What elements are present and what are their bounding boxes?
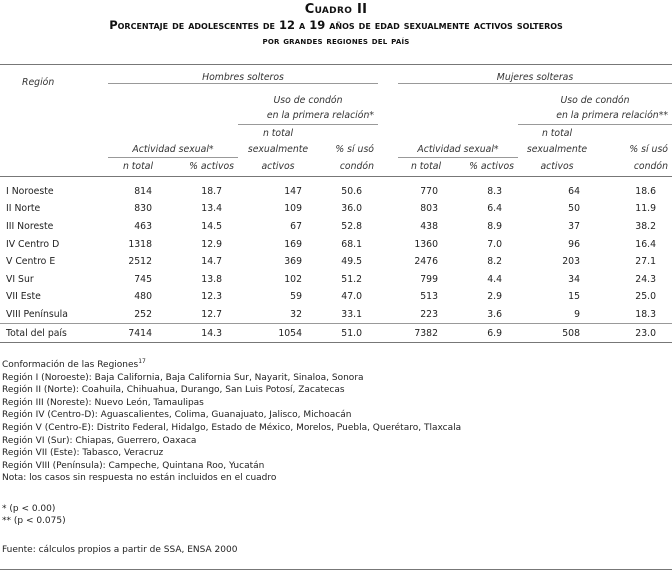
table-row: [0, 306, 672, 324]
source-note: Fuente: cálculos propios a partir de SSA, ENSA 2000: [2, 545, 238, 555]
bottom-rule: [0, 569, 672, 570]
header-activos-m: % activos: [469, 161, 514, 173]
cell-h-cond: 47.0: [341, 291, 362, 303]
header-actividad-m: Actividad sexual*: [398, 141, 518, 158]
cell-m-nsa: 37: [568, 220, 580, 232]
header-primera-rel-h: en la primera relación*: [238, 106, 378, 125]
cell-m-cond: 27.1: [635, 256, 656, 268]
note-line: Región II (Norte): Coahuila, Chihuahua, Durango, San Luis Potosí, Zacatecas: [2, 385, 345, 396]
note-line: Región VIII (Península): Campeche, Quintana Roo, Yucatán: [2, 460, 265, 471]
cell-m-cond: 38.2: [635, 220, 656, 232]
header-n-total-h: n total: [262, 127, 294, 139]
cell-h-cond: 51.0: [318, 324, 378, 343]
cell-h-cond: 36.0: [341, 203, 362, 215]
significance-footnotes: [2, 503, 66, 527]
cell-m-pct: 3.6: [487, 308, 502, 320]
cell-h-pct: 12.7: [201, 308, 222, 320]
header-ntotal-h: n total: [122, 161, 154, 173]
cell-m-pct: 8.9: [487, 220, 502, 232]
cell-h-nsa: 102: [284, 273, 302, 285]
cell-m-cond: 18.6: [635, 185, 656, 197]
region-cell: IV Centro D: [6, 238, 60, 250]
note-line: Región VII (Este): Tabasco, Veracruz: [2, 448, 164, 459]
table-row: [0, 176, 672, 200]
cell-h-n: 1318: [128, 238, 152, 250]
header-si-uso-h: % sí usó: [335, 143, 374, 155]
cell-m-cond: 11.9: [635, 203, 656, 215]
header-sexualmente-m: sexualmente: [526, 143, 588, 155]
header-n-total-m: n total: [541, 127, 573, 139]
region-cell: Total del país: [0, 324, 108, 343]
footnote-2: ** (p < 0.075): [2, 516, 66, 526]
region-cell: III Noreste: [6, 220, 54, 232]
cell-m-pct: 7.0: [487, 238, 502, 250]
header-hombres: Hombres solteros: [108, 65, 378, 84]
region-cell: VIII Península: [6, 308, 68, 320]
cell-h-nsa: 32: [290, 308, 302, 320]
cell-h-cond: 68.1: [341, 238, 362, 250]
cell-h-nsa: 147: [284, 185, 302, 197]
cell-m-nsa: 9: [574, 308, 580, 320]
cell-m-n: 799: [420, 273, 438, 285]
header-activos2-h: activos: [261, 161, 295, 172]
region-cell: II Norte: [6, 203, 41, 215]
cell-h-pct: 13.4: [201, 203, 222, 215]
cell-m-nsa: 50: [568, 203, 580, 215]
cell-h-cond: 52.8: [341, 220, 362, 232]
region-notes: [2, 356, 461, 485]
header-region: Región: [22, 77, 55, 88]
footnote-1: * (p < 0.00): [2, 504, 56, 514]
cell-h-cond: 49.5: [341, 256, 362, 268]
header-condon-m: condón: [633, 161, 668, 172]
header-uso-condon-m: Uso de condón: [560, 95, 630, 106]
cell-h-nsa: 67: [290, 220, 302, 232]
region-cell: VI Sur: [6, 273, 34, 285]
cell-m-cond: 24.3: [635, 273, 656, 285]
header-activos2-m: activos: [540, 161, 574, 172]
note-line: Región I (Noroeste): Baja California, Baja California Sur, Nayarit, Sinaloa, Sonora: [2, 372, 364, 383]
cell-h-n: 252: [134, 308, 152, 320]
table-row: [0, 235, 672, 253]
cell-h-n: 7414: [108, 324, 168, 343]
cell-m-cond: 23.0: [596, 324, 672, 343]
cell-m-n: 1360: [414, 238, 438, 250]
cell-m-n: 513: [420, 291, 438, 303]
cell-h-n: 814: [134, 185, 152, 197]
cell-m-cond: 16.4: [635, 238, 656, 250]
cell-h-pct: 14.7: [201, 256, 222, 268]
cell-h-nsa: 169: [284, 238, 302, 250]
cell-h-pct: 12.3: [201, 291, 222, 303]
header-uso-condon-h: Uso de condón: [273, 95, 343, 106]
header-sexualmente-h: sexualmente: [247, 143, 309, 155]
table-number: Cuadro II: [304, 2, 368, 17]
note-line: Región VI (Sur): Chiapas, Guerrero, Oaxaca: [2, 435, 197, 446]
cell-m-n: 7382: [398, 324, 454, 343]
cell-h-pct: 12.9: [201, 238, 222, 250]
header-primera-rel-m: en la primera relación**: [518, 106, 672, 125]
note-line: Región IV (Centro-D): Aguascalientes, Colima, Guanajuato, Jalisco, Michoacán: [2, 410, 352, 421]
cell-m-cond: 25.0: [635, 291, 656, 303]
cell-m-pct: 2.9: [487, 291, 502, 303]
cell-h-n: 480: [134, 291, 152, 303]
header-ntotal-m: n total: [410, 161, 442, 173]
cell-m-pct: 6.4: [487, 203, 502, 215]
table-row: [0, 200, 672, 218]
notes-heading: Conformación de las Regiones$^{17}$: [2, 358, 146, 370]
table-title: Porcentaje de adolescentes de 12 a 19 años de edad sexualmente activos solteros: [109, 18, 563, 32]
note-line: Región III (Noreste): Nuevo León, Tamaulipas: [2, 397, 204, 408]
cell-h-cond: 51.2: [341, 273, 362, 285]
cell-h-pct: 13.8: [201, 273, 222, 285]
header-si-uso-m: % sí usó: [629, 143, 668, 155]
cell-m-pct: 4.4: [487, 273, 502, 285]
header-actividad-h: Actividad sexual*: [108, 141, 238, 158]
data-table: [0, 64, 672, 343]
header-condon-h: condón: [339, 161, 374, 172]
cell-m-n: 438: [420, 220, 438, 232]
region-cell: VII Este: [6, 291, 41, 303]
note-line: Región V (Centro-E): Distrito Federal, Hidalgo, Estado de México, Morelos, Puebla, Querétaro, Tlaxcala: [2, 422, 462, 433]
cell-m-n: 770: [420, 185, 438, 197]
cell-h-nsa: 369: [284, 256, 302, 268]
cell-m-nsa: 64: [568, 185, 580, 197]
cell-h-cond: 33.1: [341, 308, 362, 320]
cell-m-nsa: 34: [568, 273, 580, 285]
cell-h-n: 2512: [128, 256, 152, 268]
cell-m-pct: 8.2: [487, 256, 502, 268]
cell-h-nsa: 1054: [238, 324, 318, 343]
table-row: [0, 270, 672, 288]
cell-m-pct: 8.3: [487, 185, 502, 197]
cell-h-pct: 14.3: [168, 324, 238, 343]
cell-m-n: 803: [420, 203, 438, 215]
cell-m-nsa: 15: [568, 291, 580, 303]
cell-m-pct: 6.9: [454, 324, 518, 343]
cell-m-nsa: 508: [518, 324, 596, 343]
cell-m-nsa: 203: [562, 256, 580, 268]
header-activos-h: % activos: [189, 161, 234, 173]
header-mujeres: Mujeres solteras: [398, 65, 672, 84]
cell-h-n: 463: [134, 220, 152, 232]
cell-h-n: 745: [134, 273, 152, 285]
note-line: Nota: los casos sin respuesta no están incluidos en el cuadro: [2, 473, 277, 484]
table-row: [0, 253, 672, 271]
cell-m-cond: 18.3: [635, 308, 656, 320]
cell-h-n: 830: [134, 203, 152, 215]
cell-m-n: 223: [420, 308, 438, 320]
table-row: [0, 288, 672, 306]
table-subtitle: por grandes regiones del país: [262, 36, 410, 47]
cell-h-pct: 18.7: [201, 185, 222, 197]
cell-h-nsa: 59: [290, 291, 302, 303]
total-row: [0, 324, 672, 343]
cell-m-n: 2476: [414, 256, 438, 268]
cell-h-cond: 50.6: [341, 185, 362, 197]
table-row: [0, 218, 672, 236]
region-cell: I Noroeste: [6, 185, 54, 197]
cell-h-nsa: 109: [284, 203, 302, 215]
cell-h-pct: 14.5: [201, 220, 222, 232]
region-cell: V Centro E: [6, 256, 56, 268]
cell-m-nsa: 96: [568, 238, 580, 250]
